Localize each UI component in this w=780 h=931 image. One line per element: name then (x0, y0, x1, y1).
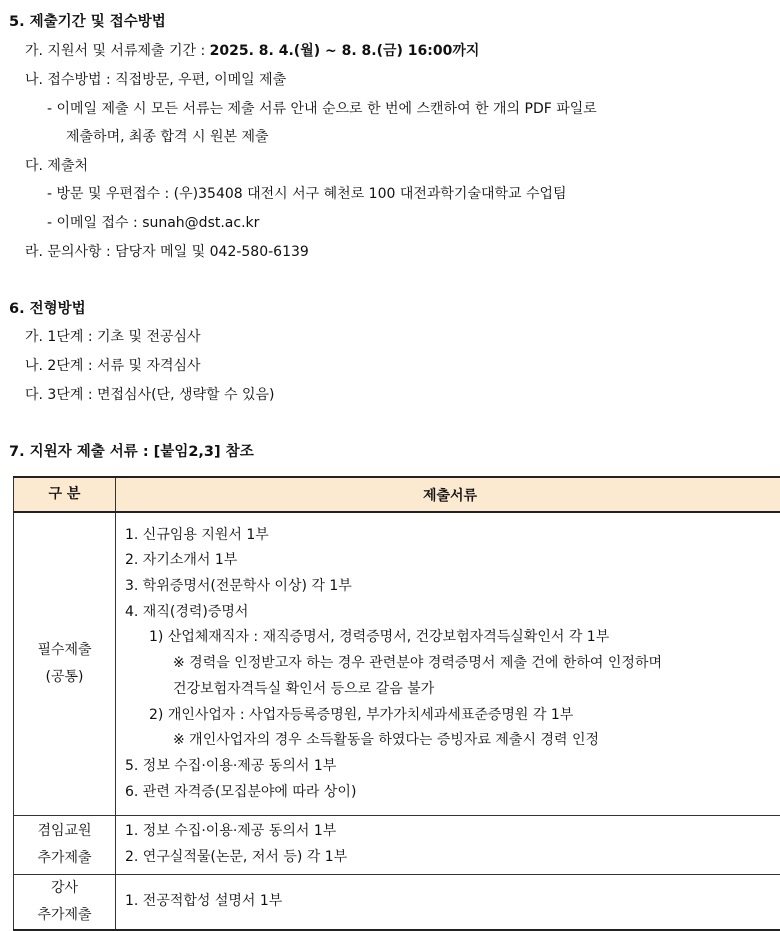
list-item: 6. 관련 자격증(모집분야에 따라 상이) (116, 780, 780, 806)
required-documents-table (13, 476, 780, 931)
list-item: 1. 정보 수집·이용·제공 동의서 1부 (116, 819, 780, 845)
category-label: 강사 (14, 875, 115, 902)
table-row (14, 816, 780, 875)
list-item: 1) 산업체재직자 : 재직증명서, 경력증명서, 건강보험자격득실확인서 각 1부 (116, 625, 780, 651)
list-item: ※ 개인사업자의 경우 소득활동을 하였다는 증빙자료 제출시 경력 인정 (116, 728, 780, 754)
table-row (14, 512, 780, 816)
category-label: 겸임교원 (14, 818, 115, 845)
submission-destination: 다. 제출처 (25, 156, 88, 176)
list-item: 2. 연구실적물(논문, 저서 등) 각 1부 (116, 845, 780, 871)
table-header-row (14, 477, 780, 512)
list-item: 3. 학위증명서(전문학사 이상) 각 1부 (116, 574, 780, 600)
lecturer-items (116, 875, 780, 931)
screening-step-1: 가. 1단계 : 기초 및 전공심사 (25, 327, 201, 347)
list-item: 5. 정보 수집·이용·제공 동의서 1부 (116, 754, 780, 780)
category-sublabel: 추가제출 (14, 845, 115, 872)
section-6-title: 6. 전형방법 (9, 299, 86, 319)
screening-step-2: 나. 2단계 : 서류 및 자격심사 (25, 356, 201, 376)
email-note-line-1: - 이메일 제출 시 모든 서류는 제출 서류 안내 순으로 한 번에 스캔하여 한 개의 PDF 파일로 (47, 99, 597, 119)
list-item: 1. 신규임용 지원서 1부 (116, 523, 780, 549)
category-label: 필수제출 (14, 637, 115, 664)
section-5-title: 5. 제출기간 및 접수방법 (9, 12, 166, 32)
list-item: ※ 경력을 인정받고자 하는 경우 관련분야 경력증명서 제출 건에 한하여 인정하며 (116, 651, 780, 677)
list-item: 1. 전공적합성 설명서 1부 (116, 889, 780, 915)
email-address: - 이메일 접수 : sunah@dst.ac.kr (47, 213, 259, 233)
submission-period (25, 41, 479, 61)
category-sublabel: (공통) (14, 664, 115, 691)
list-item: 4. 재직(경력)증명서 (116, 600, 780, 626)
inquiry-contact: 라. 문의사항 : 담당자 메일 및 042-580-6139 (25, 242, 309, 262)
submission-period-label: 가. 지원서 및 서류제출 기간 : (25, 43, 210, 59)
email-note-line-2: 제출하며, 최종 합격 시 원본 제출 (66, 127, 269, 147)
required-items (116, 512, 780, 816)
table-row (14, 875, 780, 931)
adjunct-items (116, 816, 780, 875)
submission-method: 나. 접수방법 : 직접방문, 우편, 이메일 제출 (25, 70, 286, 90)
list-item: 2. 자기소개서 1부 (116, 548, 780, 574)
header-category: 구 분 (14, 477, 116, 512)
section-7-title: 7. 지원자 제출 서류 : [붙임2,3] 참조 (9, 442, 254, 462)
list-item: 2) 개인사업자 : 사업자등록증명원, 부가가치세과세표준증명원 각 1부 (116, 703, 780, 729)
header-documents: 제출서류 (116, 477, 780, 512)
category-adjunct (14, 816, 116, 875)
list-item: 건강보험자격득실 확인서 등으로 갈음 불가 (116, 677, 780, 703)
submission-period-dates: 2025. 8. 4.(월) ~ 8. 8.(금) 16:00까지 (210, 43, 480, 59)
category-sublabel: 추가제출 (14, 902, 115, 929)
category-lecturer (14, 875, 116, 931)
category-required (14, 512, 116, 816)
screening-step-3: 다. 3단계 : 면접심사(단, 생략할 수 있음) (25, 385, 275, 405)
visit-mail-address: - 방문 및 우편접수 : (우)35408 대전시 서구 혜천로 100 대전과학기술대학교 수업팀 (47, 184, 567, 204)
